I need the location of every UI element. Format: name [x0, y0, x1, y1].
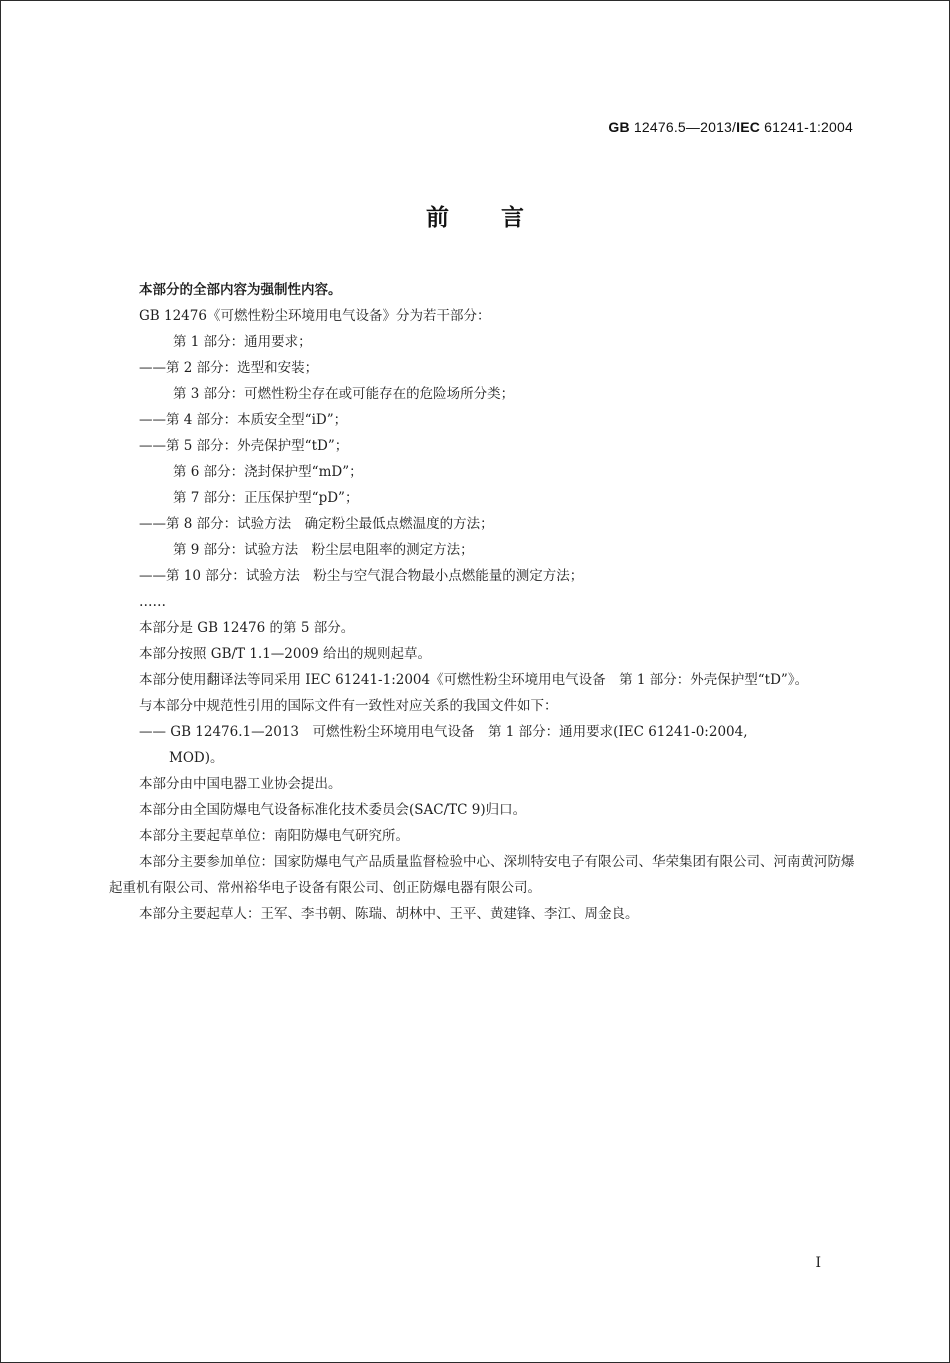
participants-statement: 本部分主要参加单位：国家防爆电气产品质量监督检验中心、深圳特安电子有限公司、华荣集团有限公司、河南黄河防爆起重机有限公司、常州裕华电子设备有限公司、创正防爆电器有限公司。	[109, 854, 855, 896]
mandatory-statement: 本部分的全部内容为强制性内容。	[139, 282, 342, 298]
std-number: 12476.5—2013/	[629, 119, 737, 135]
translation-statement: 本部分使用翻译法等同采用 IEC 61241-1:2004《可燃性粉尘环境用电气设备 第 1 部分：外壳保护型“tD”》。	[139, 672, 809, 688]
proposed-by-statement: 本部分由中国电器工业协会提出。	[139, 776, 342, 792]
parts-intro: GB 12476《可燃性粉尘环境用电气设备》分为若干部分：	[139, 308, 491, 324]
reference-item-cont: MOD)。	[169, 750, 224, 766]
part-item: ——第 5 部分：外壳保护型“tD”；	[139, 438, 349, 454]
part-item: 第 3 部分：可燃性粉尘存在或可能存在的危险场所分类；	[173, 386, 515, 402]
drafting-rules-statement: 本部分按照 GB/T 1.1—2009 给出的规则起草。	[139, 646, 431, 662]
std-prefix: GB	[608, 119, 630, 135]
drafters-statement: 本部分主要起草人：王军、李书朝、陈瑞、胡林中、王平、黄建锋、李江、周金良。	[139, 906, 639, 922]
reference-item: —— GB 12476.1—2013 可燃性粉尘环境用电气设备 第 1 部分：通用要求(IEC 61241-0:2004,	[139, 724, 748, 740]
part-item: 第 9 部分：试验方法 粉尘层电阻率的测定方法；	[173, 542, 474, 558]
centralized-by-statement: 本部分由全国防爆电气设备标准化技术委员会(SAC/TC 9)归口。	[139, 802, 527, 818]
part-item: 第 1 部分：通用要求；	[173, 334, 312, 350]
ellipsis: ……	[139, 594, 166, 610]
part-item: 第 7 部分：正压保护型“pD”；	[173, 490, 359, 506]
part-item: ——第 10 部分：试验方法 粉尘与空气混合物最小点燃能量的测定方法；	[139, 568, 584, 584]
part-item: ——第 8 部分：试验方法 确定粉尘最低点燃温度的方法；	[139, 516, 494, 532]
is-part5-statement: 本部分是 GB 12476 的第 5 部分。	[139, 620, 355, 636]
std-iec: IEC	[736, 119, 761, 135]
standard-number-header	[608, 119, 853, 135]
part-item: 第 6 部分：浇封保护型“mD”；	[173, 464, 363, 480]
main-drafter-statement: 本部分主要起草单位：南阳防爆电气研究所。	[139, 828, 409, 844]
page-number: I	[815, 1255, 821, 1271]
page-title: 前言	[426, 204, 576, 231]
part-item: ——第 2 部分：选型和安装；	[139, 360, 319, 376]
part-item: ——第 4 部分：本质安全型“iD”；	[139, 412, 348, 428]
foreword-body	[109, 277, 857, 927]
normative-refs-statement: 与本部分中规范性引用的国际文件有一致性对应关系的我国文件如下：	[139, 698, 558, 714]
std-iec-number: 61241-1:2004	[760, 119, 853, 135]
